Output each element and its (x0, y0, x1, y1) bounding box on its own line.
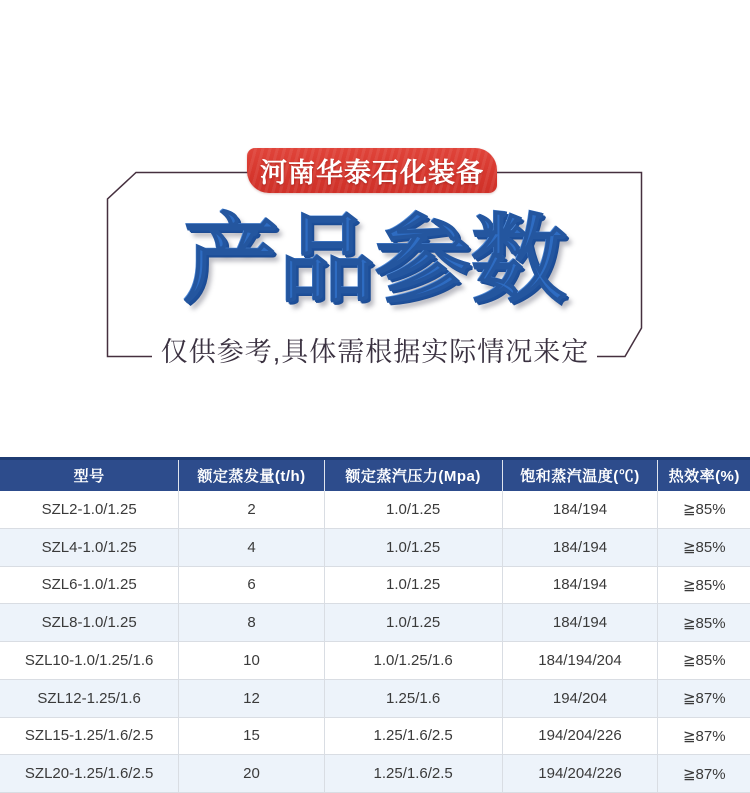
spec-table-body (0, 491, 750, 793)
table-cell: SZL6-1.0/1.25 (0, 567, 179, 604)
table-cell: ≧85% (682, 652, 726, 670)
table-row (0, 529, 750, 567)
table-cell: 1.25/1.6/2.5 (325, 718, 503, 755)
table-cell: 184/194 (503, 567, 659, 604)
table-cell: ≧87% (682, 690, 726, 708)
table-cell: 4 (179, 529, 325, 566)
table-row (0, 680, 750, 718)
table-cell: SZL20-1.25/1.6/2.5 (0, 755, 179, 792)
table-cell: 2 (179, 491, 325, 528)
table-row (0, 604, 750, 642)
table-cell: ≧85% (682, 576, 726, 594)
column-header-pressure: 额定蒸汽压力(Mpa) (325, 460, 503, 491)
page-subtitle: 仅供参考,具体需根据实际情况来定 (160, 337, 590, 367)
column-header-efficiency: 热效率(%) (668, 468, 740, 485)
table-cell: ≧85% (682, 614, 726, 632)
brand-ribbon-label: 河南华泰石化装备 (260, 158, 484, 188)
table-cell: SZL15-1.25/1.6/2.5 (0, 718, 179, 755)
table-cell: 194/204 (503, 680, 659, 717)
table-cell: 194/204/226 (503, 718, 659, 755)
table-row (0, 491, 750, 529)
table-cell: 1.0/1.25/1.6 (325, 642, 503, 679)
table-cell: 184/194 (503, 529, 659, 566)
table-cell: 20 (179, 755, 325, 792)
table-row (0, 718, 750, 756)
spec-table-header (0, 457, 750, 491)
brand-ribbon (247, 148, 497, 193)
table-cell: 184/194 (503, 604, 659, 641)
table-row (0, 567, 750, 605)
table-cell: ≧85% (682, 539, 726, 557)
table-cell: SZL4-1.0/1.25 (0, 529, 179, 566)
table-cell: 1.0/1.25 (325, 604, 503, 641)
table-cell: 12 (179, 680, 325, 717)
table-cell: ≧87% (682, 765, 726, 783)
table-cell: ≧87% (682, 727, 726, 745)
page-title: 产品参数 (183, 207, 567, 314)
table-cell: 1.0/1.25 (325, 491, 503, 528)
table-cell: SZL2-1.0/1.25 (0, 491, 179, 528)
table-cell: SZL12-1.25/1.6 (0, 680, 179, 717)
table-cell: 1.0/1.25 (325, 567, 503, 604)
table-cell: 194/204/226 (503, 755, 659, 792)
table-cell: 15 (179, 718, 325, 755)
table-cell: 184/194 (503, 491, 659, 528)
table-cell: SZL10-1.0/1.25/1.6 (0, 642, 179, 679)
table-cell: 1.25/1.6/2.5 (325, 755, 503, 792)
spec-table (0, 457, 750, 793)
column-header-model: 型号 (0, 460, 179, 491)
table-cell: ≧85% (682, 501, 726, 519)
table-cell: 6 (179, 567, 325, 604)
table-cell: 10 (179, 642, 325, 679)
table-cell: SZL8-1.0/1.25 (0, 604, 179, 641)
column-header-evaporation: 额定蒸发量(t/h) (179, 460, 325, 491)
column-header-temperature: 饱和蒸汽温度(℃) (503, 460, 659, 491)
table-row (0, 642, 750, 680)
table-cell: 1.0/1.25 (325, 529, 503, 566)
table-cell: 8 (179, 604, 325, 641)
table-cell: 184/194/204 (503, 642, 659, 679)
table-cell: 1.25/1.6 (325, 680, 503, 717)
table-row (0, 755, 750, 793)
